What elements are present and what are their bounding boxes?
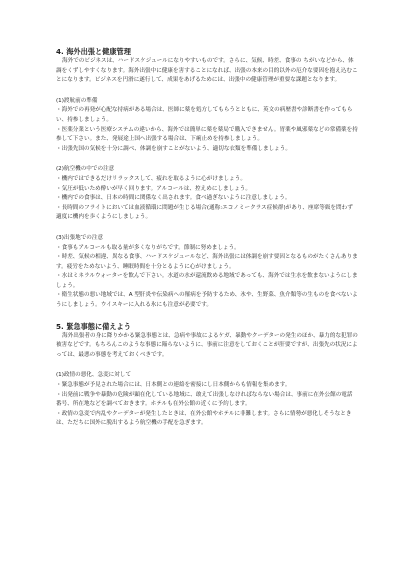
- list-item: ・水はミネラルウォーターを飲んで下さい。水道の水が還流飲める地域であっても、海外では生水を飲まないようにしましょう。: [56, 273, 358, 289]
- document-page: [56, 47, 358, 429]
- section-intro-5: 海外出張者の身に降りかかる緊急事態とは、急病や事故によるケガ、暴動やクーデターの発生のほか、暴力的な犯罪の被害などです。もちろんこのような事態に陥らないように、事前に注意をしておくことが肝要ですが、出張先の状況によっては、最悪の事態を考えておくべきです。: [56, 332, 358, 358]
- list-item: ・緊急事態が予見された場合には、日本側との連絡を密接にし日本側からも情報を集めます。: [56, 382, 291, 389]
- subsection-title-5-1: (1)政情の悪化、急変に対して: [56, 372, 132, 379]
- list-item: ・時差、気候の相違、異なる食事、ハードスケジュールなど、海外出張には体調を崩す要因となるものがたくさんあります。疲労をためないよう、睡眠時間を十分とるように心がけましょう。: [56, 254, 358, 270]
- section-intro-4: 海外でのビジネスは、ハードスケジュールになりやすいものです。さらに、気候、時差、食事の ちがいなどから、体調をくずしやすくなります。海外出張中に健康を害することになれば、出張の本来の目的以外の厄介な要因を抱え込むことになります。ビジネスを円滑に遂行して、成果をあげるためには、出張中の健康管理が重要な課題となります。: [56, 58, 358, 84]
- list-item: ・出張先国の気候を十分に調べ、体調を崩すことがないよう、適切な衣類を準備しましょう。: [56, 145, 291, 152]
- list-item: ・気圧が低いため酔いが早く回ります。アルコールは、控えめにしましょう。: [56, 185, 251, 192]
- list-item: ・海外での再発が心配な持病がある場合は、医師に薬を処方してもらうとともに、英文の病歴書や診断書を作ってもらい、持参しましょう。: [56, 107, 353, 123]
- list-item: ・出発前に戦争や暴動の危険が顕在化している地域に、敢えて出張しなければならない場合は、事前に在外公館の電話番号、所在地などを調べておきます。ホテルも在外公館の近くに予約します。: [56, 391, 353, 408]
- list-item: ・機内での食事は、日本の時間に関係なく出されます。食べ過ぎないように注意しましょう。: [56, 195, 291, 202]
- list-item: ・衛生状態の悪い地域では、A 型肝炎や伝染病への罹病を予防するため、氷や、生野菜、魚介類等の生ものを食べないようにしましょう。ウイスキーに入れる氷にも注意が必要です。: [56, 292, 358, 309]
- list-item: ・食事もアルコールも取る量が多くなりがちです。節制に努めましょう。: [56, 244, 240, 251]
- subsection-title-4-3: (3)出張地での注意: [56, 234, 104, 241]
- list-item: ・機内ではできるだけリラックスして、疲れを取るように心がけましょう。: [56, 175, 246, 182]
- section-heading-4: 4. 海外出張と健康管理: [56, 47, 131, 56]
- list-item: ・医薬分業という医療システムの違いから、海外では簡単に薬を薬局で購入できません。胃薬や風邪薬などの常備薬を持参して下さい。また、発展途上国へ出張する場合は、下痢止めを持参しましょう。: [56, 126, 358, 143]
- subsection-title-4-1: (1)渡航前の準備: [56, 97, 98, 104]
- subsection-title-4-2: (2)航空機の中での注意: [56, 166, 115, 173]
- list-item: ・長時間のフライトにおいては血液循環に問題が生じる場合(通称:エコノミークラス症候群)があり、座席等級を問わず適度に機内を歩くようにしましょう。: [56, 204, 353, 221]
- section-heading-5: 5. 緊急事態に備えよう: [56, 321, 131, 331]
- list-item: ・政情の急変で内乱やクーデターが発生したときは、在外公館やホテルに非難します。さらに情勢が悪化しそうなときは、ただちに国外に脱出するよう航空機の手配を急ぎます。: [56, 410, 352, 427]
